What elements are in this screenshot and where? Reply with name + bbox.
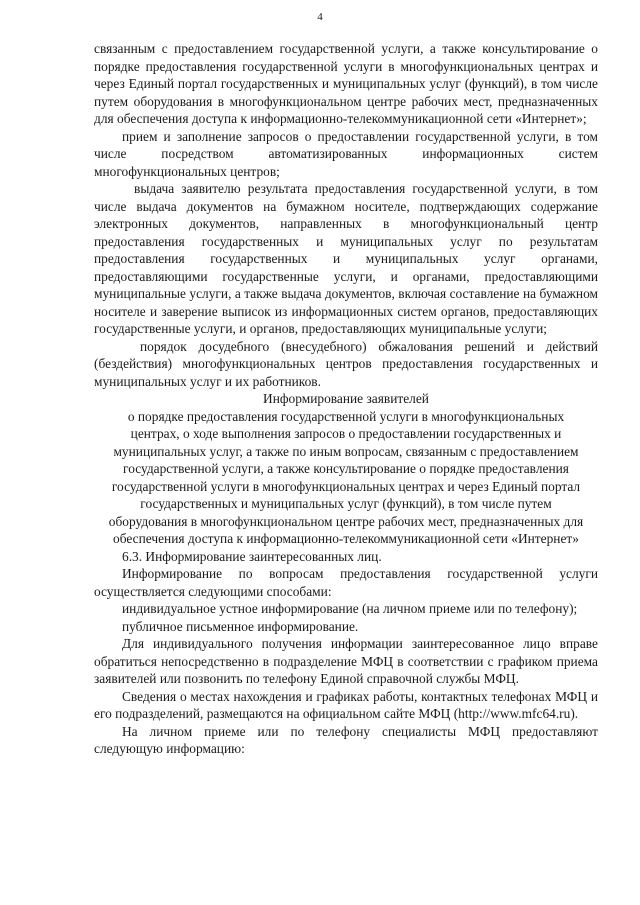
paragraph-6: Информирование по вопросам предоставления государственной услуги осуществляется следующими способами:: [94, 566, 598, 599]
section-subheading: о порядке предоставления государственной услуги в многофункциональных центрах, о ходе выполнения запросов о предоставлении государственных и муниципальных услуг, а также по иным вопросам, связанным с предоставлением государственной услуги, а также консультирование о порядке предоставления государственной услуги в многофункциональных центрах и через Единый портал государственных и муниципальных услуг (функций), в том числе путем оборудования в многофункциональном центре рабочих мест, предназначенных для обеспечения доступа к информационно-телекоммуникационной сети «Интернет»: [108, 408, 584, 546]
paragraph-10: Сведения о местах нахождения и графиках работы, контактных телефонах МФЦ и его подразделений, размещаются на официальном сайте МФЦ (http://www.mfc64.ru).: [94, 688, 598, 721]
page-number: 4: [317, 11, 323, 23]
paragraph-5: 6.3. Информирование заинтересованных лиц.: [122, 548, 382, 564]
paragraph-1: связанным с предоставлением государственной услуги, а также консультирование о порядке предоставления государственной услуги в многофункциональных центрах и через Единый портал государственных и муниципальных услуг (функций), в том числе путем оборудования в многофункциональном центре рабочих мест, предназначенных для обеспечения доступа к информационно-телекоммуникационной сети «Интернет»;: [94, 41, 598, 126]
paragraph-7: индивидуальное устное информирование (на личном приеме или по телефону);: [122, 601, 578, 616]
section-heading: Информирование заявителей: [263, 391, 429, 406]
paragraph-3: выдача заявителю результата предоставления государственной услуги, в том числе выдача документов на бумажном носителе, подтверждающих содержание электронных документов, направленных в многофункциональный центр предоставления государственных и муниципальных услуг по результатам предоставления государственных и муниципальных услуг органами, предоставляющими государственные услуги, и органами, предоставляющими муниципальные услуги, а также выдача документов, включая составление на бумажном носителе и заверение выписок из информационных систем органов, предоставляющих государственные услуги, и органов, предоставляющих муниципальные услуги;: [94, 181, 598, 336]
paragraph-9: Для индивидуального получения информации заинтересованное лицо вправе обратиться непосредственно в подразделение МФЦ в соответствии с графиком приема заявителей или позвонить по телефону Единой справочной службы МФЦ.: [94, 636, 598, 686]
paragraph-8: публичное письменное информирование.: [122, 618, 359, 634]
paragraph-11: На личном приеме или по телефону специалисты МФЦ предоставляют следующую информацию:: [94, 723, 598, 756]
document-body: [94, 40, 598, 758]
paragraph-2: прием и заполнение запросов о предоставлении государственной услуги, в том числе посредством автоматизированных информационных систем многофункциональных центров;: [94, 128, 598, 179]
paragraph-4: порядок досудебного (внесудебного) обжалования решений и действий (бездействия) многофункциональных центров предоставления государственных и муниципальных услуг и их работников.: [94, 338, 598, 389]
